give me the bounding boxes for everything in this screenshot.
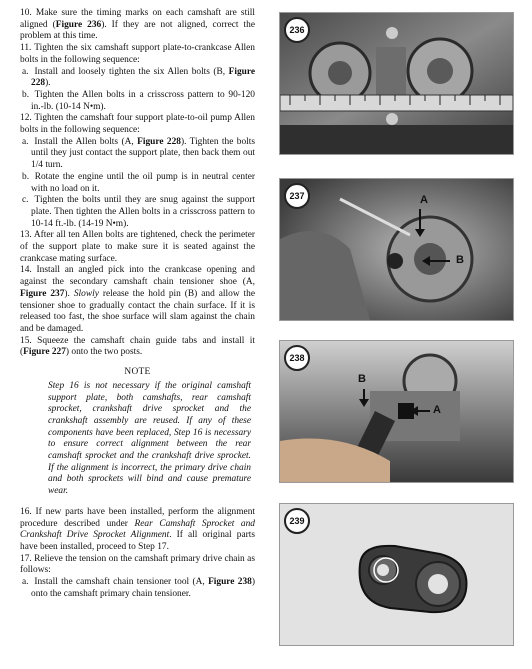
- callout-a: A: [420, 194, 428, 206]
- callout-b: B: [456, 254, 464, 266]
- step-12c: [20, 195, 255, 230]
- substep-label: b.: [22, 171, 30, 182]
- step-11b: [20, 90, 255, 113]
- sprocket-alignment-photo: [280, 504, 513, 645]
- step-15-text-end: ) onto the two posts.: [65, 347, 143, 358]
- figure-236-number: 236: [284, 17, 310, 43]
- figure-reference: Figure 236: [55, 19, 102, 30]
- step-16-text: 16. If new parts have been installed, perform the alignment procedure described under: [20, 506, 255, 529]
- step-12a-text: Install the Allen bolts (A,: [34, 136, 138, 147]
- note-body: Step 16 is not necessary if the original camshaft support plate, both camshafts, rear camshaft sprocket, crankshaft drive sprocket and the crankshaft assembly are reused. If any of these components have been replaced, Step 16 is necessary to ensure correct alignment between the rear camshaft sprocket and the crankshaft drive sprocket. If the alignment is incorrect, the primary drive chain and both sprockets will bind and cause premature wear.: [48, 380, 251, 497]
- tensioner-tool-photo: [280, 341, 513, 482]
- step-12a-text-end: ). Tighten the bolts until they just contact the support plate, then back them out 1/4 turn.: [31, 136, 255, 171]
- step-14-emphasis: Slowly: [73, 288, 99, 299]
- step-13: 13. After all ten Allen bolts are tightened, check the perimeter of the support plate to make sure it is seated against the crankcase mating surface.: [20, 230, 255, 264]
- step-11a: [20, 67, 255, 90]
- step-10-text: 10. Make sure the timing marks on each camshaft are still aligned (: [20, 8, 255, 30]
- step-11a-text: Install and loosely tighten the six Allen bolts (B,: [34, 66, 229, 77]
- substep-label: c.: [22, 195, 29, 206]
- figure-238-photo: [279, 340, 514, 483]
- step-12b: [20, 172, 255, 195]
- chain-tensioner-photo: [280, 179, 513, 320]
- figure-237-photo: [279, 178, 514, 321]
- figure-239-photo: [279, 503, 514, 646]
- step-17a: [20, 577, 255, 600]
- step-10: [20, 8, 255, 43]
- step-15-text: 15. Squeeze the camshaft chain guide tabs and install it (: [20, 335, 255, 358]
- step-11a-text-end: ).: [45, 78, 51, 89]
- instruction-text-column: [20, 8, 255, 600]
- step-15: [20, 336, 255, 359]
- step-12b-text: Rotate the engine until the oil pump is in neutral center with no load on it.: [31, 171, 255, 194]
- step-11: 11. Tighten the six camshaft support plate-to-crankcase Allen bolts in the following sequence:: [20, 43, 255, 65]
- step-10-text-end: ). If they are not aligned, correct the problem at this time.: [20, 19, 255, 42]
- substep-label: a.: [22, 66, 29, 77]
- step-14: [20, 265, 255, 335]
- step-14-text: 14. Install an angled pick into the crankcase opening and against the secondary camshaft chain tensioner shoe (A,: [20, 265, 255, 288]
- callout-b: B: [358, 373, 366, 385]
- step-12a: [20, 137, 255, 172]
- figure-237-number: 237: [284, 183, 310, 209]
- step-16-text-end: . If all original parts have been installed, proceed to Step 17.: [20, 530, 255, 552]
- figure-reference: Figure 238: [208, 577, 252, 588]
- figure-reference: Figure 227: [23, 347, 66, 358]
- step-14-text-mid: ).: [64, 288, 74, 299]
- step-16: [20, 507, 255, 554]
- procedure-title: Rear Camshaft Sprocket and Crankshaft Drive Sprocket Alignment: [20, 518, 255, 541]
- camshaft-timing-photo: [280, 13, 513, 154]
- figure-238-number: 238: [284, 345, 310, 371]
- substep-label: a.: [22, 136, 29, 147]
- figure-reference: Figure 228: [31, 66, 256, 89]
- step-17: 17. Relieve the tension on the camshaft primary drive chain as follows:: [20, 553, 255, 576]
- substep-label: a.: [22, 577, 29, 588]
- step-11b-text: Tighten the Allen bolts in a crisscross pattern to 90-120 in.-lb. (10-14 N•m).: [31, 89, 255, 112]
- step-17a-text-end: ) onto the camshaft primary chain tensioner.: [31, 577, 255, 599]
- step-12c-text: Tighten the bolts until they are snug against the support plate. Then tighten the Allen bolts in a crisscross pattern to 10-14 ft.-lb. (14-19 N•m).: [31, 195, 255, 229]
- figure-236-photo: [279, 12, 514, 155]
- figure-reference: Figure 237: [20, 288, 65, 299]
- step-17a-text: Install the camshaft chain tensioner tool (A,: [34, 577, 209, 588]
- step-12: 12. Tighten the camshaft four support plate-to-oil pump Allen bolts in the following sequence:: [20, 113, 255, 136]
- figure-reference: Figure 228: [137, 136, 181, 147]
- callout-a: A: [433, 404, 441, 416]
- substep-label: b.: [22, 89, 30, 100]
- note-heading: NOTE: [124, 367, 151, 378]
- step-14-text-end: release the hold pin (B) and allow the tensioner shoe to gradually contact the chain surface. If it is released too fast, the shoe surface will slam against the chain and be damaged.: [20, 288, 256, 334]
- figure-239-number: 239: [284, 508, 310, 534]
